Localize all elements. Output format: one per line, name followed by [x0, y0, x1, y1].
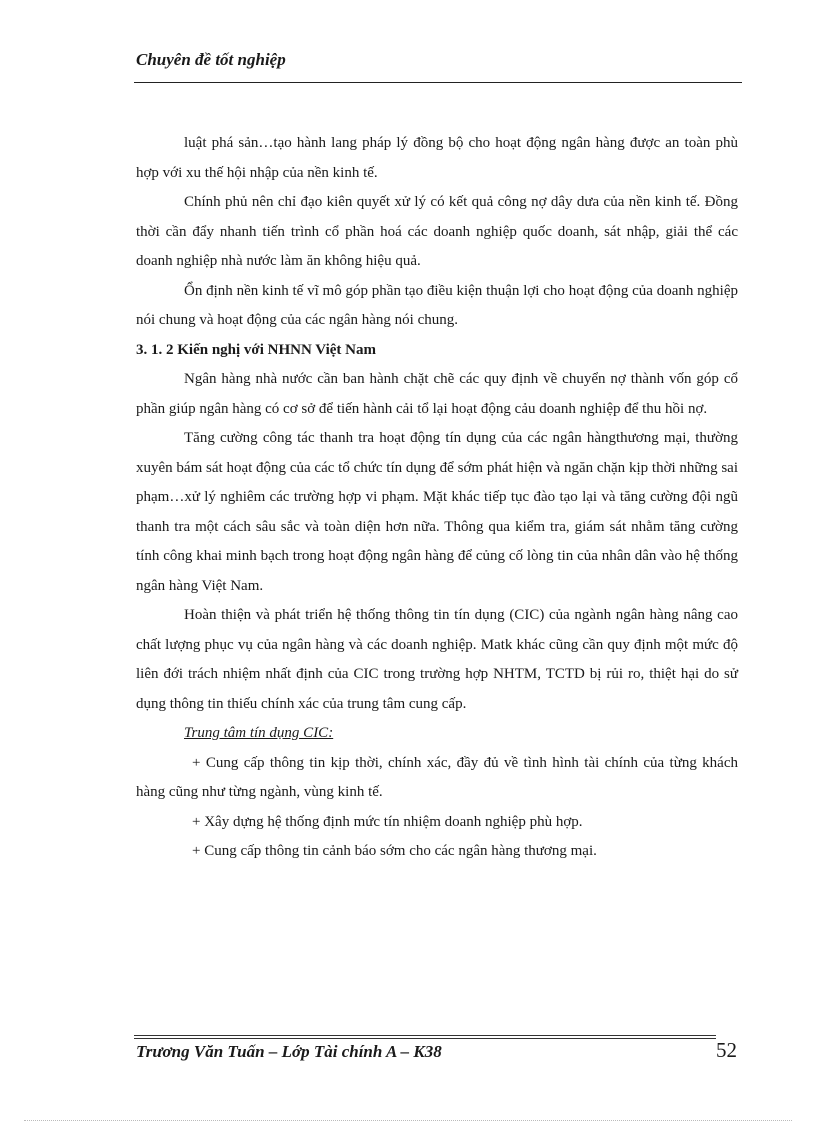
page-edge-dotted-line — [24, 1120, 792, 1121]
paragraph-5: Tăng cường công tác thanh tra hoạt động tín dụng của các ngân hàngthương mại, thường xuyên bám sát hoạt động của các tổ chức tín dụng để sớm phát hiện và ngăn chặn kịp thời những sai phạm…xử lý nghiêm các trường hợp vi phạm. Mặt khác tiếp tục đào tạo lại và tăng cường đội ngũ thanh tra một cách sâu sắc và toàn diện hơn nữa. Thông qua kiểm tra, giám sát nhằm tăng cường tính công khai minh bạch trong hoạt động ngân hàng để củng cố lòng tin của nhân dân vào hệ thống ngân hàng Việt Nam. — [136, 430, 738, 594]
bullet-item-2: + Xây dựng hệ thống định mức tín nhiệm doanh nghiệp phù hợp. — [192, 813, 583, 830]
footer-author: Trương Văn Tuấn – Lớp Tài chính A – K38 — [136, 1042, 442, 1061]
paragraph-2: Chính phủ nên chỉ đạo kiên quyết xử lý có kết quả công nợ dây dưa của nền kinh tế. Đồng thời cần đẩy nhanh tiến trình cổ phần hoá các doanh nghiệp quốc doanh, sát nhập, giải thể các doanh nghiệp nhà nước làm ăn không hiệu quả. — [136, 194, 738, 269]
document-body — [136, 129, 738, 867]
section-heading: 3. 1. 2 Kiến nghị với NHNN Việt Nam — [136, 341, 376, 358]
header-title: Chuyên đề tốt nghiệp — [136, 50, 286, 69]
header-divider — [134, 82, 742, 83]
footer-divider-top — [134, 1035, 716, 1036]
bullet-item-1: + Cung cấp thông tin kịp thời, chính xác, đầy đủ về tình hình tài chính của từng khách hàng cũng như từng ngành, vùng kinh tế. — [136, 754, 738, 800]
sub-heading-text: Trung tâm tín dụng CIC: — [184, 725, 334, 741]
sub-heading — [136, 719, 738, 749]
paragraph-1: luật phá sản…tạo hành lang pháp lý đồng bộ cho hoạt động ngân hàng được an toàn phù hợp với xu thế hội nhập của nền kinh tế. — [136, 135, 738, 181]
paragraph-4: Ngân hàng nhà nước cần ban hành chặt chẽ các quy định về chuyển nợ thành vốn góp cổ phần giúp ngân hàng có cơ sở để tiến hành cải tổ lại hoạt động cảu doanh nghiệp để thu hồi nợ. — [136, 371, 738, 417]
page-number: 52 — [716, 1038, 737, 1062]
bullet-item-3: + Cung cấp thông tin cảnh báo sớm cho các ngân hàng thương mại. — [192, 843, 597, 859]
paragraph-3: Ổn định nền kinh tế vĩ mô góp phần tạo điều kiện thuận lợi cho hoạt động của doanh nghiệp nói chung và hoạt động của các ngân hàng nói chung. — [136, 282, 738, 328]
paragraph-6: Hoàn thiện và phát triển hệ thống thông tin tín dụng (CIC) của ngành ngân hàng nâng cao chất lượng phục vụ của ngân hàng và các doanh nghiệp. Matk khác cũng cần quy định một mức độ liên đới trách nhiệm nhất định của CIC trong trường hợp NHTM, TCTD bị rủi ro, thiệt hại do sử dụng thông tin thiếu chính xác của trung tâm cung cấp. — [136, 607, 738, 712]
footer-divider-bottom — [134, 1038, 716, 1039]
